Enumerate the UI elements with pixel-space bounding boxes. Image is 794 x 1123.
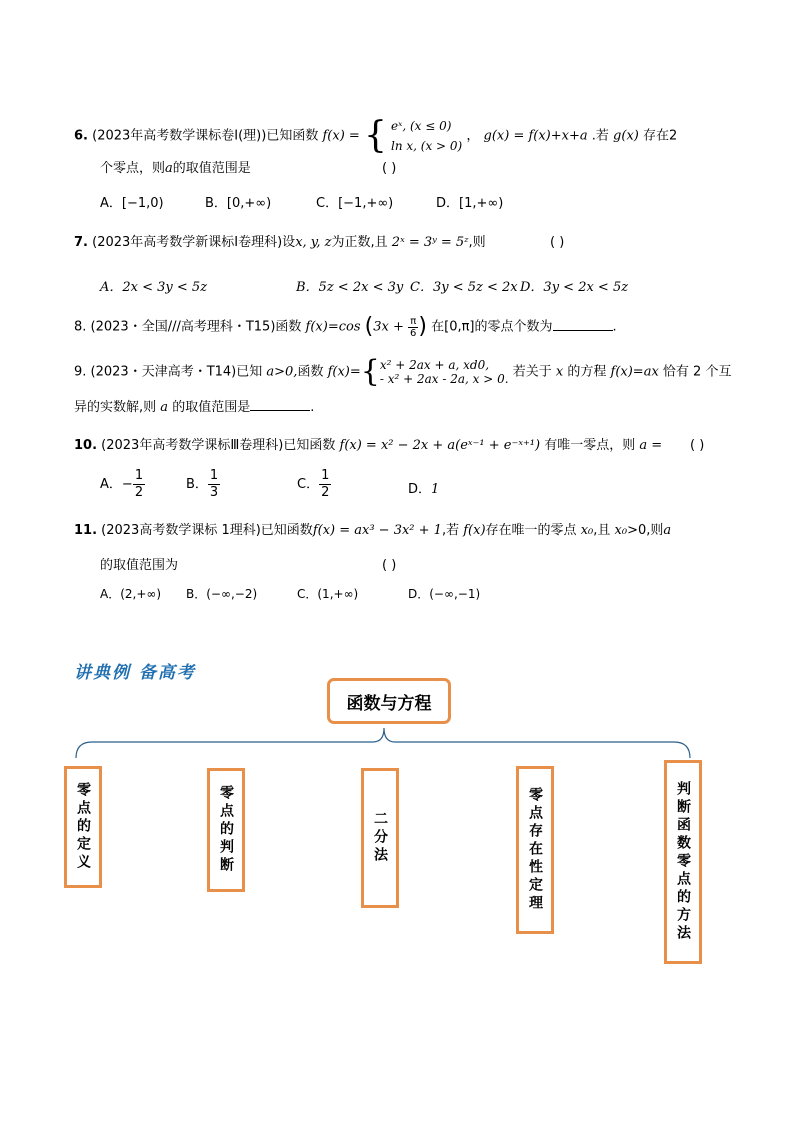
q10-option-c-num: 1	[321, 468, 330, 483]
q9-text2: 函数	[297, 364, 324, 380]
q11-text4: ,且	[593, 523, 611, 538]
q10-number: 10.	[74, 438, 98, 453]
q8-text2: 在[0,π]的零点个数为	[431, 319, 553, 335]
q10-option-a-den: 2	[134, 485, 144, 500]
q6-paren: ( )	[382, 161, 397, 176]
q6-prefix: (2023年高考数学课标卷Ⅰ(理))已知函数	[92, 128, 319, 144]
q9-text1: 9. (2023・天津高考・T14)已知	[74, 364, 263, 380]
q10-option-c-frac	[319, 468, 331, 501]
q8-blank	[553, 318, 613, 331]
q10-option-b	[186, 468, 220, 501]
q10-option-d-label: D．	[408, 482, 432, 497]
q10-text: (2023年高考数学课标Ⅲ卷理科)已知函数	[101, 438, 336, 453]
mindmap-node-judging-methods: 判断函数零点的方法	[664, 760, 702, 964]
q6-cases	[391, 116, 462, 156]
q7-option-a: A．2x < 3y < 5z	[100, 280, 208, 295]
q9-blank	[250, 398, 310, 411]
q6-number: 6.	[74, 128, 88, 144]
q11-option-b: B．(−∞,−2)	[186, 587, 258, 601]
q10-a: a =	[639, 438, 663, 453]
q6-suffix2: 存在2	[642, 128, 678, 144]
q6-a: a	[165, 161, 173, 176]
mindmap-node-zero-definition: 零点的定义	[64, 766, 102, 888]
q9-end: .	[310, 400, 315, 415]
q6-fx: f(x) =	[322, 128, 360, 144]
q11-option-d: D．(−∞,−1)	[408, 587, 481, 601]
q11-line1	[74, 522, 671, 540]
q11-a: a	[663, 523, 672, 538]
q6-suffix: .若	[591, 128, 609, 144]
q7-option-d: D．3y < 2x < 5z	[520, 280, 629, 295]
q11-number: 11.	[74, 523, 98, 538]
q10-option-c-label: C．	[297, 477, 320, 492]
mindmap-node-zero-judgement: 零点的判断	[207, 768, 245, 892]
q11-paren: ( )	[382, 558, 397, 573]
q11-option-a: A．(2,+∞)	[100, 587, 162, 601]
q9-line2b: 的取值范围是	[172, 400, 251, 415]
q10-option-b-num: 1	[209, 468, 219, 483]
q9-line1	[74, 354, 731, 390]
q9-cases	[380, 358, 509, 386]
q6-mid: ，	[466, 128, 480, 144]
q10-option-d-value: 1	[431, 482, 440, 497]
q7-number: 7.	[74, 235, 88, 250]
q10-option-c-den: 2	[321, 485, 330, 500]
q11-text: (2023高考数学课标 1理科)已知函数	[101, 523, 313, 538]
q11-fx: f(x)	[463, 523, 486, 538]
q11-x0: x₀	[580, 523, 594, 538]
q10-option-a-frac	[133, 468, 145, 501]
q7-line	[74, 234, 486, 252]
q6-line2-text: 个零点，则	[100, 161, 166, 176]
q11-option-c: C．(1,+∞)	[297, 587, 359, 601]
q6-line2b: 的取值范围是	[172, 161, 251, 176]
q10-text2: 有唯一零点，则	[544, 438, 636, 453]
q8-rparen: )	[418, 314, 427, 339]
q7-option-c: C．3y < 5z < 2x	[410, 280, 518, 295]
q10-option-a-sign: −	[121, 477, 133, 492]
q7-text2: 为正数,且	[331, 235, 388, 250]
q6-brace: {	[363, 115, 387, 156]
q10-option-a	[100, 468, 145, 501]
mindmap-node-existence-theorem: 零点存在性定理	[516, 766, 554, 934]
q9-eq: f(x)=ax	[610, 364, 659, 380]
q6-option-d: D．[1,+∞)	[436, 196, 504, 211]
q7-paren: ( )	[550, 235, 565, 250]
q9-text3: 若关于	[512, 364, 552, 380]
q11-text3: 存在唯一的零点	[485, 523, 577, 538]
q6-line1	[74, 116, 677, 156]
q9-line2	[74, 398, 314, 417]
q10-option-b-label: B．	[186, 477, 208, 492]
section-heading: 讲典例 备高考	[74, 663, 196, 683]
q9-text5: 恰有 2 个互	[662, 364, 732, 380]
q9-line2-text: 异的实数解,则	[74, 400, 157, 415]
q9-a: a	[160, 400, 169, 415]
q7-eq: 2ˣ = 3ʸ = 5ᶻ	[391, 235, 469, 250]
q7-text3: ,则	[468, 235, 486, 250]
q6-case2: ln x, (x > 0)	[390, 139, 463, 153]
q9-text4: 的方程	[567, 364, 607, 380]
q10-eq: f(x) = x² − 2x + a(eˣ⁻¹ + e⁻ˣ⁺¹)	[339, 438, 541, 453]
q11-eq: f(x) = ax³ − 3x² + 1	[312, 523, 442, 538]
q10-paren: ( )	[690, 438, 705, 453]
q7-text: (2023年高考数学新课标Ⅰ卷理科)设	[92, 235, 296, 250]
q8-pi: π	[408, 316, 418, 328]
mindmap-node-bisection: 二分法	[361, 768, 399, 908]
q8-text1: 8. (2023・全国///高考理科・T15)函数	[74, 319, 302, 335]
q8-six: 6	[410, 327, 417, 339]
q11-x0b: x₀	[614, 523, 628, 538]
mindmap-root: 函数与方程	[327, 678, 451, 724]
q11-text5: >0,则	[627, 523, 664, 538]
q8-frac	[408, 316, 418, 339]
q9-case2: - x² + 2ax - 2a, x > 0.	[379, 372, 509, 386]
q6-gx: g(x) = f(x)+x+a	[483, 128, 588, 144]
q10-option-d	[408, 478, 439, 497]
q7-option-b: B．5z < 2x < 3y	[296, 280, 404, 295]
q6-option-c: C．[−1,+∞)	[316, 196, 394, 211]
q9-cond: a>0,	[266, 364, 298, 380]
q6-option-b: B．[0,+∞)	[205, 196, 272, 211]
q6-option-a: A．[−1,0)	[100, 196, 164, 211]
q11-text2: ,若	[441, 523, 460, 538]
q7-vars: x, y, z	[295, 235, 332, 250]
q11-line2: 的取值范围为	[100, 558, 179, 573]
q6-g: g(x)	[613, 128, 639, 144]
q9-fx: f(x)=	[327, 364, 361, 380]
q9-case1: x² + 2ax + a, xd0,	[379, 358, 490, 372]
q8-arg: 3x +	[373, 319, 404, 335]
q9-brace: {	[360, 354, 380, 389]
q10-line	[74, 437, 662, 455]
q8-line	[74, 312, 617, 343]
q10-option-b-den: 3	[209, 485, 219, 500]
q6-line2	[100, 160, 251, 178]
q9-x: x	[555, 364, 564, 380]
q10-option-b-frac	[208, 468, 220, 501]
q8-lparen: (	[364, 314, 374, 339]
q10-option-a-label: A．	[100, 477, 122, 492]
q6-case1: eˣ, (x ≤ 0)	[390, 119, 452, 133]
q8-func: f(x)=cos	[305, 319, 361, 335]
q10-option-c	[297, 468, 331, 501]
q8-end: .	[612, 319, 617, 335]
q10-option-a-num: 1	[134, 468, 144, 483]
